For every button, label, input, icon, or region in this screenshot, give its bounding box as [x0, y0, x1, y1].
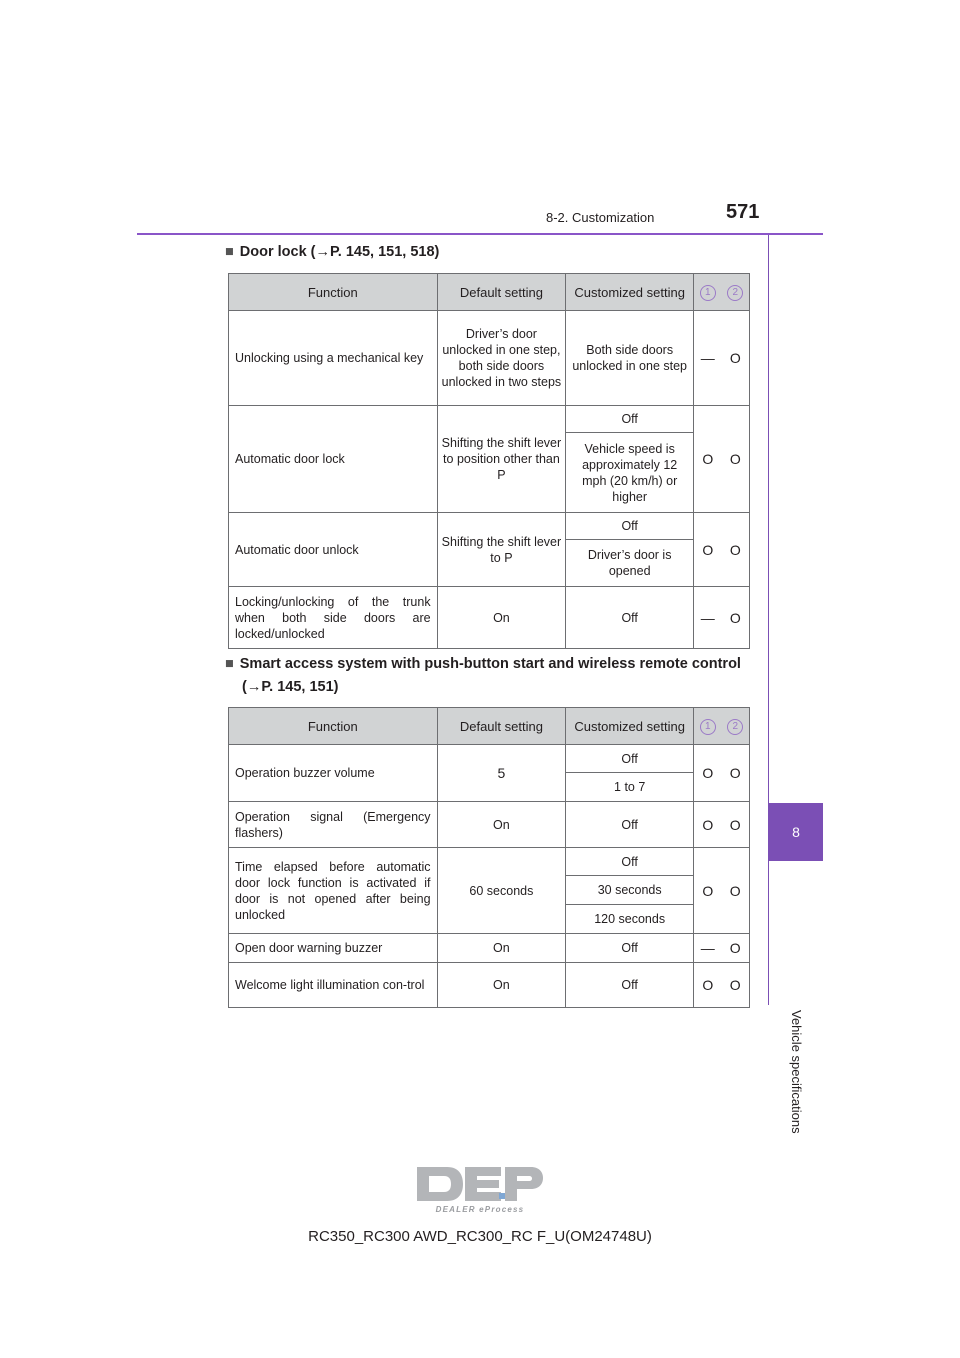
col2-mark: O — [722, 311, 750, 406]
model-code: RC350_RC300 AWD_RC300_RC F_U(OM24748U) — [308, 1228, 652, 1245]
custom-cell: Off — [566, 406, 694, 433]
circled-1-icon: 1 — [700, 285, 716, 301]
table-row — [229, 513, 750, 540]
custom-cell: Vehicle speed is approximately 12 mph (20 km/h) or higher — [566, 433, 694, 513]
default-cell: 5 — [437, 745, 566, 802]
table-row — [229, 311, 750, 406]
custom-cell: Off — [566, 802, 694, 848]
col1-mark: O — [694, 745, 722, 802]
page-number: 571 — [726, 201, 760, 223]
default-cell: On — [437, 934, 566, 963]
default-cell: Driver’s door unlocked in one step, both side doors unlocked in two steps — [437, 311, 566, 406]
header-default: Default setting — [437, 708, 566, 745]
function-cell: Unlocking using a mechanical key — [229, 311, 438, 406]
smart-access-title-line1: Smart access system with push-button start and wireless remote control — [239, 656, 741, 672]
function-cell: Operation buzzer volume — [229, 745, 438, 802]
function-cell: Open door warning buzzer — [229, 934, 438, 963]
col1-mark: O — [694, 513, 722, 587]
side-divider — [768, 235, 769, 1005]
door-lock-table — [228, 273, 750, 649]
default-cell: On — [437, 963, 566, 1008]
table-row — [229, 406, 750, 433]
circled-2-icon: 2 — [727, 285, 743, 301]
square-bullet-icon: ■ — [225, 656, 234, 672]
default-cell: On — [437, 802, 566, 848]
function-cell: Locking/unlocking of the trunk when both side doors are locked/unlocked — [229, 587, 438, 649]
chapter-label — [786, 1010, 806, 1160]
header-function: Function — [229, 274, 438, 311]
smart-access-title — [225, 656, 741, 672]
col1-mark: O — [694, 802, 722, 848]
custom-cell: Off — [566, 513, 694, 540]
custom-cell: 30 seconds — [566, 876, 694, 905]
header-col1 — [694, 708, 722, 745]
col2-mark: O — [722, 745, 750, 802]
col1-mark: — — [694, 587, 722, 649]
col2-mark: O — [722, 802, 750, 848]
table-row — [229, 587, 750, 649]
header-col2 — [722, 274, 750, 311]
col1-mark: O — [694, 406, 722, 513]
section-heading: 8-2. Customization — [546, 210, 655, 225]
header-custom: Customized setting — [566, 274, 694, 311]
default-cell: On — [437, 587, 566, 649]
chapter-tab[interactable] — [769, 803, 823, 861]
col2-mark: O — [722, 934, 750, 963]
col2-mark: O — [722, 963, 750, 1008]
default-cell: 60 seconds — [437, 848, 566, 934]
function-cell: Automatic door lock — [229, 406, 438, 513]
circled-1-icon: 1 — [700, 719, 716, 735]
door-lock-title-text: Door lock (→P. 145, 151, 518) — [239, 244, 440, 260]
table-row — [229, 934, 750, 963]
header-function: Function — [229, 708, 438, 745]
col2-mark: O — [722, 406, 750, 513]
table-row — [229, 745, 750, 773]
table-row — [229, 963, 750, 1008]
smart-access-table — [228, 707, 750, 1008]
table-header-row — [229, 708, 750, 745]
header-divider — [137, 233, 823, 235]
custom-cell: Driver’s door is opened — [566, 540, 694, 587]
col1-mark: O — [694, 848, 722, 934]
function-cell: Welcome light illumination con-trol — [229, 963, 438, 1008]
door-lock-title — [225, 244, 439, 260]
header-col2 — [722, 708, 750, 745]
logo-text: DEALER eProcess — [435, 1205, 525, 1214]
header-default: Default setting — [437, 274, 566, 311]
custom-cell: Off — [566, 963, 694, 1008]
custom-cell: 1 to 7 — [566, 773, 694, 802]
dealer-eprocess-logo — [415, 1163, 545, 1215]
col2-mark: O — [722, 513, 750, 587]
custom-cell: Off — [566, 848, 694, 876]
custom-cell: Off — [566, 587, 694, 649]
header-custom: Customized setting — [566, 708, 694, 745]
col1-mark: — — [694, 934, 722, 963]
col1-mark: — — [694, 311, 722, 406]
header-col1 — [694, 274, 722, 311]
function-cell: Automatic door unlock — [229, 513, 438, 587]
square-bullet-icon: ■ — [225, 244, 234, 260]
col1-mark: O — [694, 963, 722, 1008]
function-cell: Time elapsed before automatic door lock function is activated if door is not opened after being unlocked — [229, 848, 438, 934]
default-cell: Shifting the shift lever to position other than P — [437, 406, 566, 513]
circled-2-icon: 2 — [727, 719, 743, 735]
chapter-label-text: Vehicle specifications — [789, 1010, 804, 1134]
smart-access-title-line2: (→P. 145, 151) — [242, 679, 339, 695]
default-cell: Shifting the shift lever to P — [437, 513, 566, 587]
table-row — [229, 802, 750, 848]
function-cell: Operation signal (Emergency flashers) — [229, 802, 438, 848]
col2-mark: O — [722, 587, 750, 649]
custom-cell: Off — [566, 745, 694, 773]
table-header-row — [229, 274, 750, 311]
table-row — [229, 848, 750, 876]
chapter-number: 8 — [792, 824, 800, 840]
custom-cell: Both side doors unlocked in one step — [566, 311, 694, 406]
custom-cell: 120 seconds — [566, 905, 694, 934]
col2-mark: O — [722, 848, 750, 934]
custom-cell: Off — [566, 934, 694, 963]
smart-access-title-ref — [242, 679, 338, 695]
